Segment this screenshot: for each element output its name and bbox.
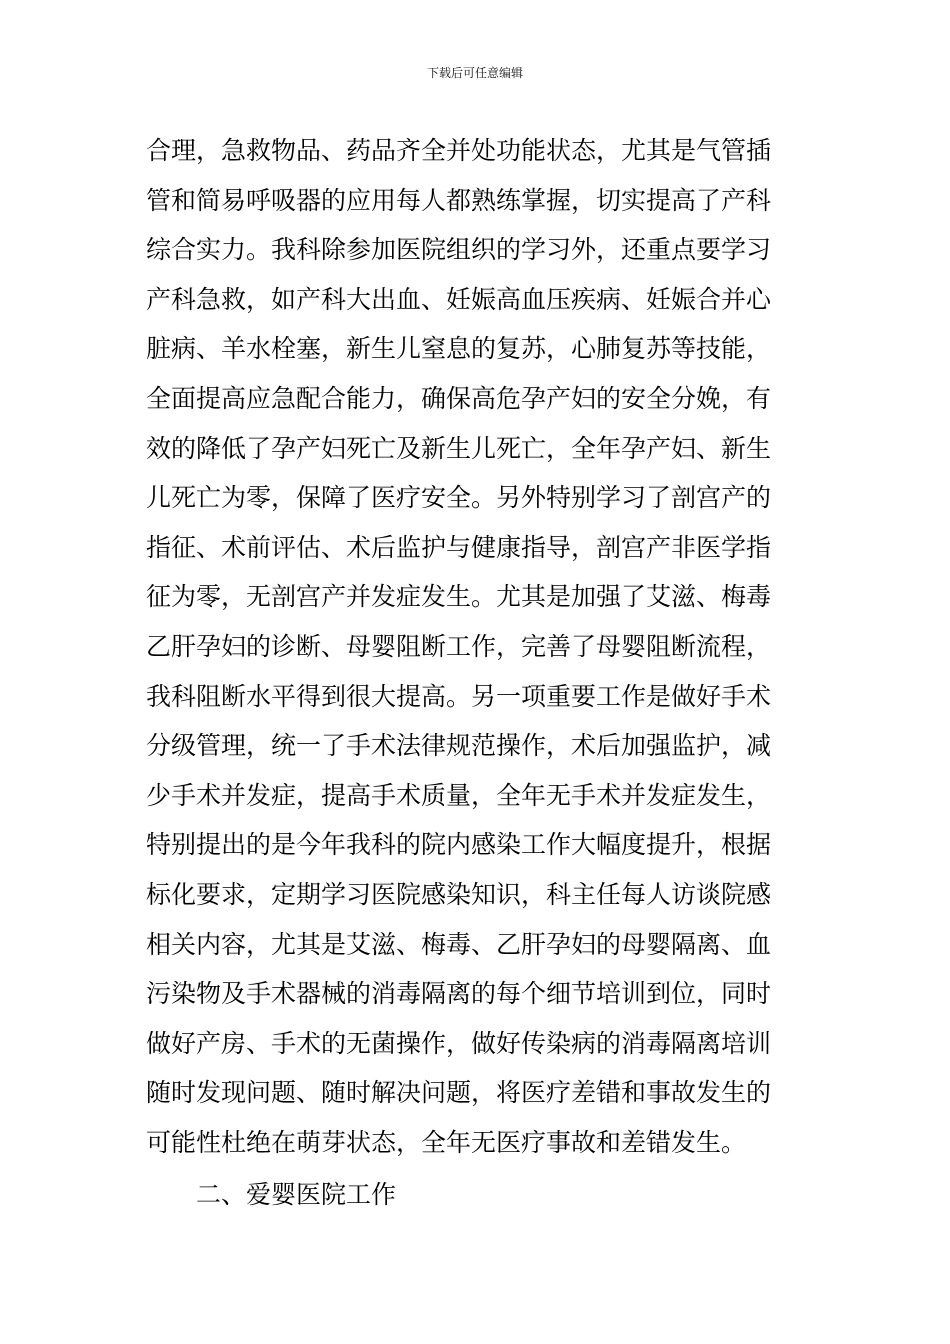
text-line: 标化要求，定期学习医院感染知识，科主任每人访谈院感 <box>146 879 772 909</box>
body-paragraph <box>146 126 810 1167</box>
text-line: 少手术并发症，提高手术质量，全年无手术并发症发生， <box>146 780 772 810</box>
text-line: 产科急救，如产科大出血、妊娠高血压疾病、妊娠合并心 <box>146 284 772 314</box>
text-line: 我科阻断水平得到很大提高。另一项重要工作是做好手术 <box>146 681 772 711</box>
text-line: 污染物及手术器械的消毒隔离的每个细节培训到位，同时 <box>146 979 772 1009</box>
text-line: 全面提高应急配合能力，确保高危孕产妇的安全分娩，有 <box>146 383 772 413</box>
text-line: 特别提出的是今年我科的院内感染工作大幅度提升，根据 <box>146 830 772 860</box>
text-line: 合理，急救物品、药品齐全并处功能状态，尤其是气管插 <box>146 136 772 165</box>
text-line: 指征、术前评估、术后监护与健康指导，剖宫产非医学指 <box>146 532 772 562</box>
text-line: 脏病、羊水栓塞，新生儿窒息的复苏，心肺复苏等技能， <box>146 334 772 364</box>
text-line: 分级管理，统一了手术法律规范操作，术后加强监护，减 <box>146 731 772 761</box>
text-line: 征为零，无剖宫产并发症发生。尤其是加强了艾滋、梅毒 <box>146 582 772 612</box>
text-line: 乙肝孕妇的诊断、母婴阻断工作，完善了母婴阻断流程， <box>146 631 772 661</box>
text-line: 管和简易呼吸器的应用每人都熟练掌握，切实提高了产科 <box>146 185 772 215</box>
text-line: 随时发现问题、随时解决问题，将医疗差错和事故发生的 <box>146 1078 772 1108</box>
section-heading: 二、爱婴医院工作 <box>196 1180 397 1209</box>
text-line: 综合实力。我科除参加医院组织的学习外，还重点要学习 <box>146 235 772 265</box>
page-header: 下载后可任意编辑 <box>426 66 523 80</box>
text-line: 儿死亡为零，保障了医疗安全。另外特别学习了剖宫产的 <box>146 483 772 513</box>
text-line: 做好产房、手术的无菌操作，做好传染病的消毒隔离培训 <box>146 1028 772 1058</box>
text-line: 相关内容，尤其是艾滋、梅毒、乙肝孕妇的母婴隔离、血 <box>146 929 772 959</box>
text-line: 效的降低了孕产妇死亡及新生儿死亡，全年孕产妇、新生 <box>146 433 772 463</box>
text-line: 可能性杜绝在萌芽状态，全年无医疗事故和差错发生。 <box>146 1127 747 1157</box>
